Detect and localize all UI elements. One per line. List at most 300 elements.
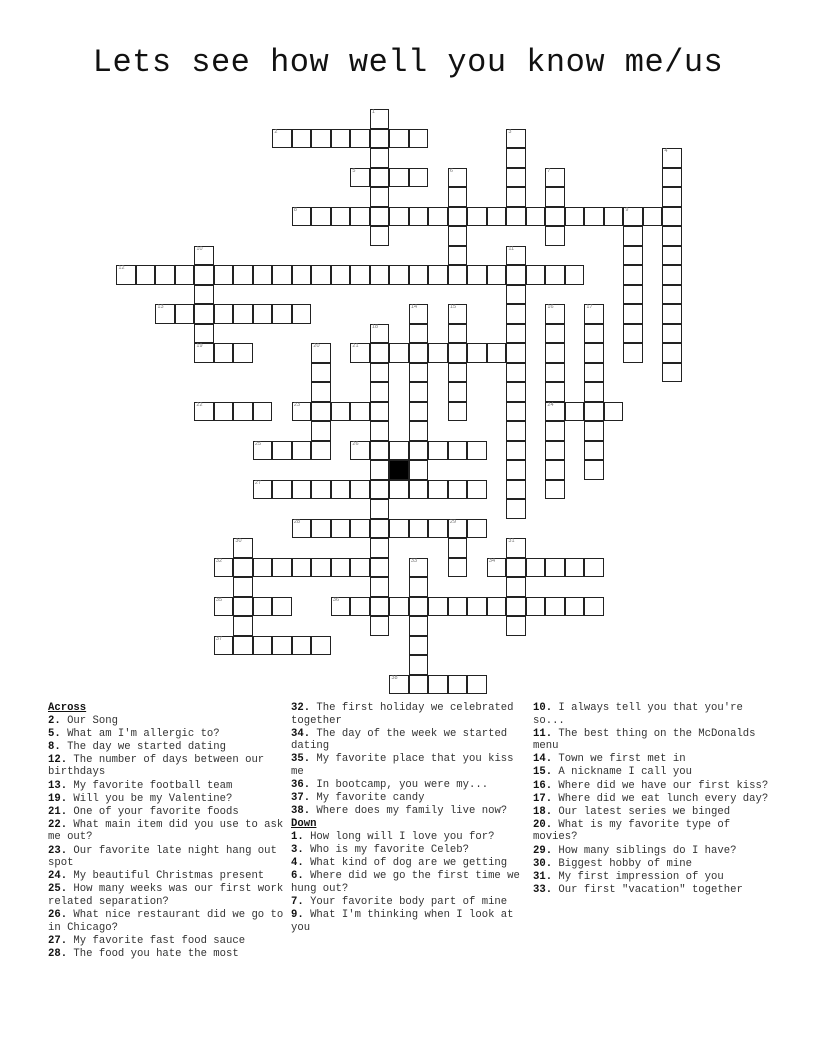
grid-cell[interactable] (506, 460, 526, 480)
grid-cell[interactable] (331, 597, 351, 617)
clue-number: 1. (291, 830, 304, 843)
grid-cell[interactable] (389, 480, 409, 500)
grid-cell[interactable] (545, 402, 565, 422)
grid-cell[interactable] (506, 616, 526, 636)
grid-cell[interactable] (545, 363, 565, 383)
grid-cell[interactable] (370, 226, 390, 246)
grid-cell[interactable] (370, 265, 390, 285)
grid-cell[interactable] (331, 402, 351, 422)
grid-cell[interactable] (292, 441, 312, 461)
clue-text: How many weeks was our first work related separation? (48, 883, 284, 908)
grid-cell[interactable] (292, 207, 312, 227)
grid-cell[interactable] (545, 343, 565, 363)
clue-number: 35. (291, 753, 311, 766)
grid-cell[interactable] (467, 265, 487, 285)
grid-cell[interactable] (448, 324, 468, 344)
clue-text: The number of days between our birthdays (48, 753, 265, 779)
grid-cell[interactable] (506, 402, 526, 422)
grid-cell[interactable] (233, 538, 253, 558)
grid-cell[interactable] (584, 304, 604, 324)
grid-cell[interactable] (584, 597, 604, 617)
grid-cell[interactable] (331, 519, 351, 539)
grid-cell[interactable] (292, 558, 312, 578)
grid-cell[interactable] (194, 304, 214, 324)
grid-cell[interactable] (448, 363, 468, 383)
grid-cell[interactable] (409, 616, 429, 636)
grid-cell[interactable] (584, 460, 604, 480)
cell-number: 20 (313, 343, 320, 350)
grid-cell[interactable] (409, 675, 429, 695)
grid-cell[interactable] (506, 187, 526, 207)
grid-cell[interactable] (409, 207, 429, 227)
grid-cell[interactable] (526, 558, 546, 578)
grid-cell[interactable] (506, 480, 526, 500)
grid-cell[interactable] (311, 343, 331, 363)
clue-text: The food you hate the most (67, 947, 239, 960)
grid-cell[interactable] (331, 129, 351, 149)
grid-cell[interactable] (409, 577, 429, 597)
grid-cell[interactable] (526, 597, 546, 617)
grid-cell[interactable] (272, 636, 292, 656)
grid-cell[interactable] (506, 324, 526, 344)
clue-number: 29. (533, 844, 553, 857)
grid-cell[interactable] (311, 519, 331, 539)
grid-cell[interactable] (487, 597, 507, 617)
grid-cell[interactable] (467, 675, 487, 695)
grid-cell[interactable] (253, 558, 273, 578)
grid-cell[interactable] (272, 597, 292, 617)
grid-cell[interactable] (370, 402, 390, 422)
grid-cell[interactable] (370, 363, 390, 383)
grid-cell[interactable] (545, 421, 565, 441)
grid-cell[interactable] (448, 207, 468, 227)
grid-cell[interactable] (214, 265, 234, 285)
cell-number: 21 (352, 343, 359, 350)
grid-cell[interactable] (194, 324, 214, 344)
grid-cell[interactable] (350, 597, 370, 617)
grid-cell[interactable] (389, 265, 409, 285)
grid-cell[interactable] (389, 207, 409, 227)
grid-cell[interactable] (428, 519, 448, 539)
grid-cell[interactable] (311, 129, 331, 149)
grid-cell[interactable] (311, 382, 331, 402)
grid-cell[interactable] (467, 441, 487, 461)
clue-down-20 (533, 819, 773, 844)
down-header: Down (291, 818, 317, 831)
grid-cell[interactable] (506, 246, 526, 266)
grid-cell[interactable] (448, 304, 468, 324)
grid-cell[interactable] (467, 519, 487, 539)
grid-cell[interactable] (565, 402, 585, 422)
grid-cell[interactable] (604, 402, 624, 422)
grid-cell[interactable] (311, 636, 331, 656)
grid-cell[interactable] (448, 597, 468, 617)
grid-cell[interactable] (370, 538, 390, 558)
clue-across-37 (291, 792, 531, 805)
grid-cell[interactable] (428, 265, 448, 285)
grid-cell[interactable] (409, 382, 429, 402)
clue-down-30 (533, 858, 773, 871)
grid-cell[interactable] (409, 304, 429, 324)
grid-cell[interactable] (506, 265, 526, 285)
grid-cell[interactable] (233, 304, 253, 324)
grid-cell[interactable] (467, 343, 487, 363)
grid-cell[interactable] (487, 207, 507, 227)
grid-cell[interactable] (370, 187, 390, 207)
grid-cell[interactable] (409, 265, 429, 285)
grid-cell[interactable] (155, 304, 175, 324)
grid-cell[interactable] (292, 402, 312, 422)
clue-column-1 (48, 702, 288, 961)
grid-cell[interactable] (662, 285, 682, 305)
grid-cell[interactable] (389, 441, 409, 461)
clue-text: My favorite football team (67, 779, 233, 792)
grid-cell[interactable] (350, 558, 370, 578)
grid-cell[interactable] (662, 148, 682, 168)
grid-cell[interactable] (272, 129, 292, 149)
grid-cell[interactable] (506, 597, 526, 617)
grid-cell[interactable] (233, 616, 253, 636)
grid-cell[interactable] (662, 343, 682, 363)
grid-cell[interactable] (506, 148, 526, 168)
grid-cell[interactable] (253, 441, 273, 461)
grid-cell[interactable] (350, 168, 370, 188)
grid-cell[interactable] (506, 207, 526, 227)
grid-cell[interactable] (194, 402, 214, 422)
clue-number: 24. (48, 870, 68, 883)
grid-cell[interactable] (506, 382, 526, 402)
grid-cell[interactable] (311, 558, 331, 578)
grid-cell[interactable] (233, 597, 253, 617)
grid-cell[interactable] (487, 265, 507, 285)
grid-cell[interactable] (331, 207, 351, 227)
grid-cell[interactable] (565, 597, 585, 617)
grid-cell[interactable] (175, 265, 195, 285)
cell-number: 14 (410, 304, 418, 311)
grid-cell[interactable] (545, 226, 565, 246)
grid-cell[interactable] (370, 441, 390, 461)
grid-cell[interactable] (409, 636, 429, 656)
grid-cell[interactable] (370, 168, 390, 188)
grid-cell[interactable] (370, 519, 390, 539)
grid-cell[interactable] (350, 441, 370, 461)
grid-cell[interactable] (506, 558, 526, 578)
grid-cell[interactable] (545, 187, 565, 207)
grid-cell[interactable] (467, 480, 487, 500)
grid-cell[interactable] (370, 460, 390, 480)
grid-cell[interactable] (545, 597, 565, 617)
grid-cell[interactable] (623, 324, 643, 344)
grid-cell[interactable] (565, 265, 585, 285)
grid-cell[interactable] (253, 402, 273, 422)
grid-cell[interactable] (448, 265, 468, 285)
grid-cell[interactable] (350, 402, 370, 422)
grid-cell[interactable] (545, 460, 565, 480)
grid-cell[interactable] (643, 207, 663, 227)
grid-cell[interactable] (350, 129, 370, 149)
clue-text: Town we first met in (552, 753, 686, 766)
grid-cell[interactable] (545, 441, 565, 461)
grid-cell[interactable] (428, 207, 448, 227)
grid-cell[interactable] (428, 343, 448, 363)
grid-cell[interactable] (370, 129, 390, 149)
grid-cell[interactable] (233, 402, 253, 422)
grid-cell[interactable] (623, 226, 643, 246)
grid-cell[interactable] (272, 480, 292, 500)
grid-cell[interactable] (506, 577, 526, 597)
grid-cell[interactable] (448, 226, 468, 246)
grid-cell[interactable] (233, 558, 253, 578)
grid-cell[interactable] (545, 265, 565, 285)
grid-cell[interactable] (370, 558, 390, 578)
grid-cell[interactable] (311, 207, 331, 227)
grid-cell[interactable] (116, 265, 136, 285)
grid-cell[interactable] (506, 538, 526, 558)
clue-down-7 (291, 896, 531, 909)
grid-cell[interactable] (272, 558, 292, 578)
grid-cell[interactable] (350, 519, 370, 539)
clue-text: Your favorite body part of mine (303, 895, 508, 908)
cell-number: 33 (410, 557, 418, 564)
grid-cell[interactable] (389, 129, 409, 149)
grid-cell[interactable] (448, 187, 468, 207)
grid-cell[interactable] (584, 363, 604, 383)
grid-cell[interactable] (526, 265, 546, 285)
grid-cell[interactable] (311, 480, 331, 500)
grid-cell[interactable] (584, 421, 604, 441)
grid-cell[interactable] (155, 265, 175, 285)
grid-cell[interactable] (194, 246, 214, 266)
grid-cell[interactable] (331, 558, 351, 578)
cell-number: 3 (508, 128, 512, 135)
grid-cell[interactable] (662, 168, 682, 188)
grid-cell[interactable] (526, 207, 546, 227)
grid-cell[interactable] (662, 363, 682, 383)
grid-cell[interactable] (370, 616, 390, 636)
grid-cell[interactable] (584, 207, 604, 227)
grid-cell[interactable] (584, 402, 604, 422)
grid-cell[interactable] (428, 597, 448, 617)
grid-cell[interactable] (506, 421, 526, 441)
grid-cell[interactable] (545, 480, 565, 500)
grid-cell[interactable] (311, 265, 331, 285)
grid-cell[interactable] (584, 343, 604, 363)
grid-cell[interactable] (545, 324, 565, 344)
grid-cell[interactable] (331, 265, 351, 285)
clue-column-3 (533, 702, 773, 897)
grid-cell[interactable] (584, 324, 604, 344)
puzzle-title: Lets see how well you know me/us (92, 44, 724, 81)
grid-cell[interactable] (604, 207, 624, 227)
grid-cell[interactable] (448, 343, 468, 363)
grid-cell[interactable] (409, 168, 429, 188)
grid-cell[interactable] (487, 343, 507, 363)
grid-cell[interactable] (467, 207, 487, 227)
cell-number: 17 (586, 304, 593, 311)
grid-cell[interactable] (545, 207, 565, 227)
grid-cell[interactable] (253, 480, 273, 500)
grid-cell[interactable] (194, 343, 214, 363)
grid-cell[interactable] (350, 265, 370, 285)
grid-cell[interactable] (253, 304, 273, 324)
grid-cell[interactable] (214, 558, 234, 578)
grid-cell[interactable] (409, 129, 429, 149)
grid-cell[interactable] (311, 441, 331, 461)
grid-cell[interactable] (214, 636, 234, 656)
grid-cell[interactable] (506, 304, 526, 324)
grid-cell[interactable] (448, 441, 468, 461)
grid-cell[interactable] (370, 577, 390, 597)
grid-cell[interactable] (506, 285, 526, 305)
grid-cell[interactable] (448, 538, 468, 558)
clue-text: Where did we have our first kiss? (552, 779, 769, 792)
grid-cell[interactable] (448, 480, 468, 500)
grid-cell[interactable] (389, 343, 409, 363)
grid-cell[interactable] (448, 168, 468, 188)
grid-cell[interactable] (623, 246, 643, 266)
grid-cell[interactable] (350, 343, 370, 363)
grid-cell[interactable] (409, 558, 429, 578)
grid-cell[interactable] (545, 382, 565, 402)
grid-cell[interactable] (292, 519, 312, 539)
grid-cell[interactable] (389, 597, 409, 617)
grid-cell[interactable] (506, 363, 526, 383)
grid-cell[interactable] (409, 460, 429, 480)
grid-cell[interactable] (409, 655, 429, 675)
grid-cell[interactable] (662, 304, 682, 324)
grid-cell[interactable] (233, 577, 253, 597)
grid-cell[interactable] (389, 519, 409, 539)
grid-cell[interactable] (370, 148, 390, 168)
grid-cell[interactable] (467, 597, 487, 617)
grid-cell[interactable] (292, 129, 312, 149)
clue-number: 23. (48, 844, 68, 857)
grid-cell[interactable] (194, 265, 214, 285)
grid-cell[interactable] (506, 343, 526, 363)
grid-cell[interactable] (623, 207, 643, 227)
grid-cell[interactable] (409, 480, 429, 500)
grid-cell[interactable] (584, 382, 604, 402)
grid-cell[interactable] (506, 129, 526, 149)
grid-cell[interactable] (389, 675, 409, 695)
grid-cell[interactable] (584, 558, 604, 578)
grid-cell[interactable] (214, 343, 234, 363)
grid-cell[interactable] (370, 207, 390, 227)
grid-cell[interactable] (662, 246, 682, 266)
grid-cell[interactable] (389, 168, 409, 188)
grid-cell[interactable] (233, 343, 253, 363)
grid-cell[interactable] (350, 207, 370, 227)
grid-cell[interactable] (272, 441, 292, 461)
clue-number: 3. (291, 844, 304, 857)
grid-cell[interactable] (370, 597, 390, 617)
grid-cell[interactable] (448, 246, 468, 266)
grid-cell[interactable] (565, 207, 585, 227)
grid-cell[interactable] (370, 421, 390, 441)
grid-cell[interactable] (662, 207, 682, 227)
grid-cell[interactable] (623, 304, 643, 324)
grid-cell[interactable] (448, 402, 468, 422)
grid-cell[interactable] (370, 324, 390, 344)
grid-cell[interactable] (584, 441, 604, 461)
grid-cell[interactable] (292, 304, 312, 324)
grid-cell[interactable] (292, 265, 312, 285)
grid-cell[interactable] (370, 480, 390, 500)
grid-cell[interactable] (428, 480, 448, 500)
grid-cell[interactable] (370, 382, 390, 402)
grid-cell[interactable] (233, 265, 253, 285)
grid-cell[interactable] (448, 382, 468, 402)
grid-cell[interactable] (292, 636, 312, 656)
grid-cell[interactable] (662, 187, 682, 207)
grid-cell[interactable] (311, 421, 331, 441)
grid-cell[interactable] (506, 441, 526, 461)
grid-cell[interactable] (545, 558, 565, 578)
grid-cell[interactable] (233, 636, 253, 656)
grid-cell[interactable] (370, 109, 390, 129)
grid-cell[interactable] (409, 343, 429, 363)
grid-cell[interactable] (409, 441, 429, 461)
cell-number: 15 (449, 304, 457, 311)
grid-cell[interactable] (545, 304, 565, 324)
grid-cell[interactable] (565, 558, 585, 578)
grid-cell[interactable] (662, 324, 682, 344)
grid-cell[interactable] (370, 343, 390, 363)
grid-cell[interactable] (409, 421, 429, 441)
grid-cell[interactable] (545, 168, 565, 188)
grid-cell[interactable] (448, 519, 468, 539)
grid-cell[interactable] (409, 597, 429, 617)
grid-cell[interactable] (409, 519, 429, 539)
grid-cell[interactable] (409, 363, 429, 383)
grid-cell[interactable] (272, 304, 292, 324)
grid-cell[interactable] (487, 558, 507, 578)
clue-number: 22. (48, 818, 68, 831)
grid-cell[interactable] (409, 324, 429, 344)
grid-cell[interactable] (292, 480, 312, 500)
grid-cell[interactable] (623, 343, 643, 363)
grid-cell[interactable] (623, 265, 643, 285)
grid-cell[interactable] (370, 499, 390, 519)
grid-cell[interactable] (194, 285, 214, 305)
grid-cell[interactable] (311, 402, 331, 422)
grid-cell[interactable] (175, 304, 195, 324)
grid-cell[interactable] (253, 636, 273, 656)
grid-cell[interactable] (214, 304, 234, 324)
grid-cell[interactable] (506, 168, 526, 188)
grid-cell[interactable] (448, 558, 468, 578)
grid-cell[interactable] (506, 499, 526, 519)
clue-number: 2. (48, 714, 61, 727)
cell-number: 36 (332, 596, 340, 603)
grid-cell[interactable] (272, 265, 292, 285)
grid-cell[interactable] (311, 363, 331, 383)
grid-cell[interactable] (331, 480, 351, 500)
grid-cell[interactable] (253, 597, 273, 617)
grid-cell[interactable] (662, 226, 682, 246)
grid-cell[interactable] (350, 480, 370, 500)
grid-cell[interactable] (136, 265, 156, 285)
grid-cell[interactable] (428, 675, 448, 695)
grid-cell[interactable] (253, 265, 273, 285)
grid-cell[interactable] (214, 597, 234, 617)
grid-cell[interactable] (662, 265, 682, 285)
grid-cell[interactable] (448, 675, 468, 695)
grid-cell[interactable] (214, 402, 234, 422)
grid-cell[interactable] (409, 402, 429, 422)
grid-cell[interactable] (623, 285, 643, 305)
grid-cell[interactable] (428, 441, 448, 461)
